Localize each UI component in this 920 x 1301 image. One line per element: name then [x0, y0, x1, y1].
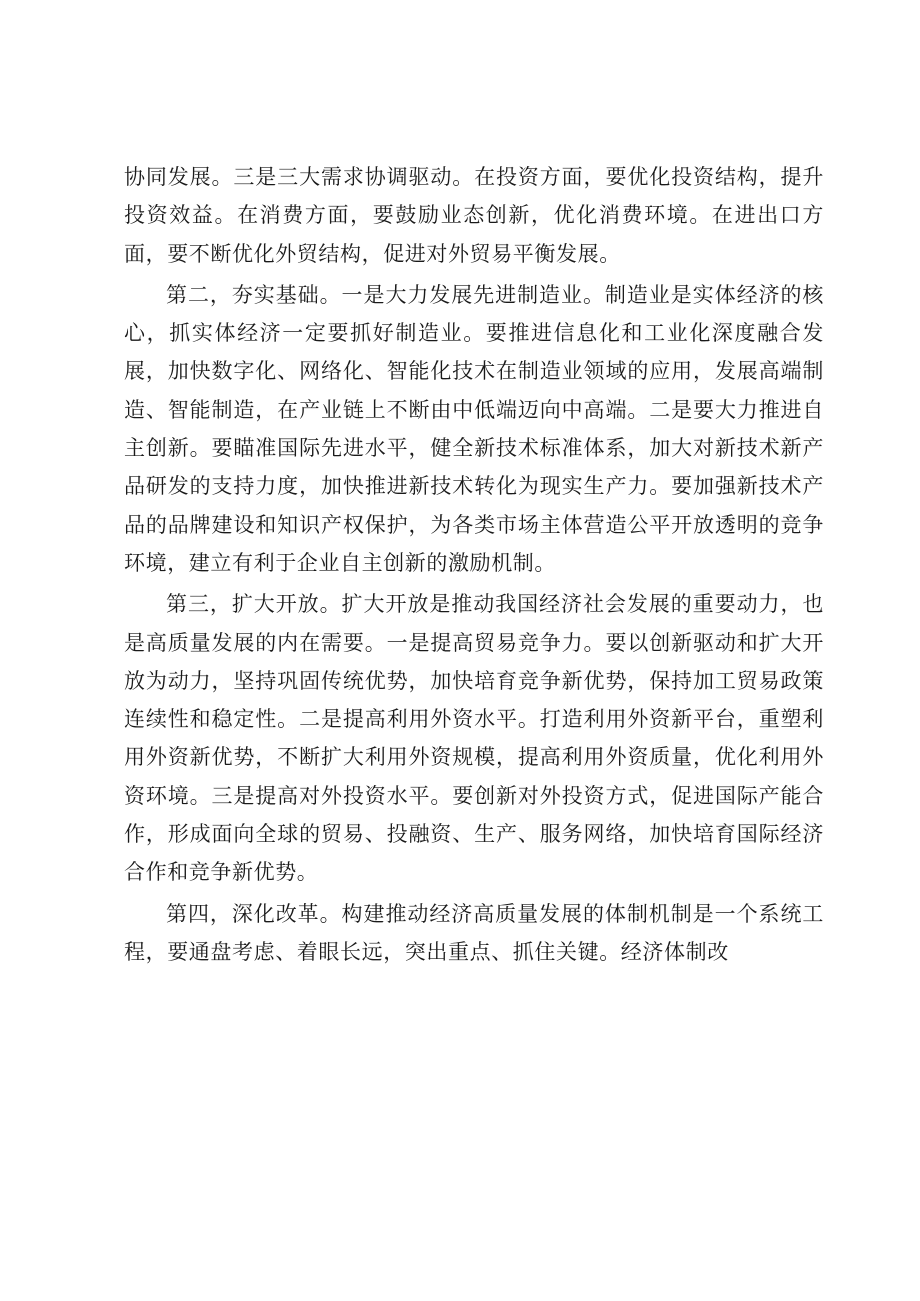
paragraph-fourth-reform: 第四，深化改革。构建推动经济高质量发展的体制机制是一个系统工程，要通盘考虑、着眼长远，突出重点、抓住关键。经济体制改: [124, 901, 824, 964]
paragraph-continuation: 协同发展。三是三大需求协调驱动。在投资方面，要优化投资结构，提升投资效益。在消费方面，要鼓励业态创新，优化消费环境。在进出口方面，要不断优化外贸结构，促进对外贸易平衡发展。: [124, 165, 824, 266]
document-body: [124, 158, 824, 974]
paragraph-second-foundation: 第二，夯实基础。一是大力发展先进制造业。制造业是实体经济的核心，抓实体经济一定要抓好制造业。要推进信息化和工业化深度融合发展，加快数字化、网络化、智能化技术在制造业领域的应用，发展高端制造、智能制造，在产业链上不断由中低端迈向中高端。二是要大力推进自主创新。要瞄准国际先进水平，健全新技术标准体系，加大对新技术新产品研发的支持力度，加快推进新技术转化为现实生产力。要加强新技术产品的品牌建设和知识产权保护，为各类市场主体营造公平开放透明的竞争环境，建立有利于企业自主创新的激励机制。: [124, 282, 824, 575]
paragraph-third-opening: 第三，扩大开放。扩大开放是推动我国经济社会发展的重要动力，也是高质量发展的内在需要。一是提高贸易竞争力。要以创新驱动和扩大开放为动力，坚持巩固传统优势，加快培育竞争新优势，保持加工贸易政策连续性和稳定性。二是提高利用外资水平。打造利用外资新平台，重塑利用外资新优势，不断扩大利用外资规模，提高利用外资质量，优化利用外资环境。三是提高对外投资水平。要创新对外投资方式，促进国际产能合作，形成面向全球的贸易、投融资、生产、服务网络，加快培育国际经济合作和竞争新优势。: [124, 592, 824, 885]
